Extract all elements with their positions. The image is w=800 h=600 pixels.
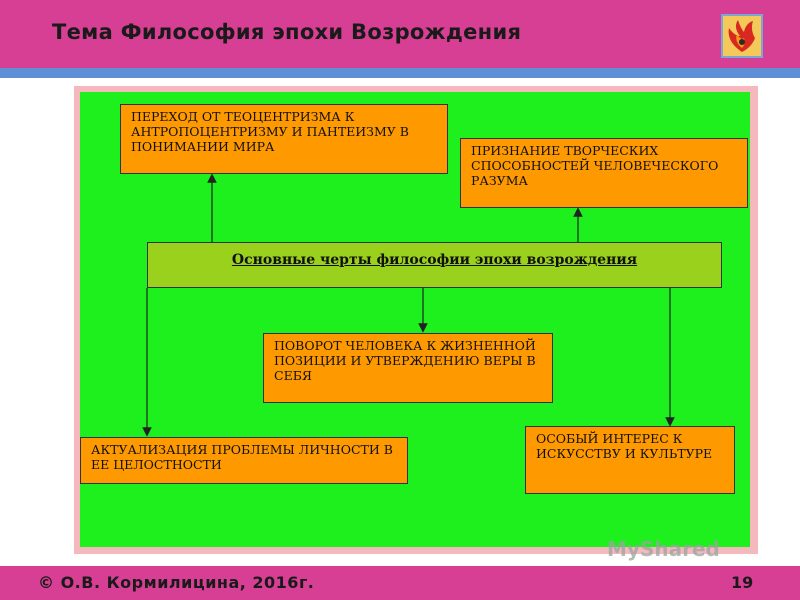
header-bar xyxy=(0,0,800,68)
central-box: Основные черты философии эпохи возрождения xyxy=(147,242,722,288)
box-top-right: ПРИЗНАНИЕ ТВОРЧЕСКИХ СПОСОБНОСТЕЙ ЧЕЛОВЕЧЕСКОГО РАЗУМА xyxy=(460,138,748,208)
copyright-text: © О.В. Кормилицина, 2016г. xyxy=(38,573,315,592)
box-bottom-left: АКТУАЛИЗАЦИЯ ПРОБЛЕМЫ ЛИЧНОСТИ В ЕЕ ЦЕЛОСТНОСТИ xyxy=(80,437,408,484)
page-title: Тема Философия эпохи Возрождения xyxy=(52,20,522,44)
box-top-left: ПЕРЕХОД ОТ ТЕОЦЕНТРИЗМА К АНТРОПОЦЕНТРИЗМУ И ПАНТЕИЗМУ В ПОНИМАНИИ МИРА xyxy=(120,104,448,174)
phoenix-logo-icon xyxy=(721,14,763,58)
header-stripe xyxy=(0,68,800,78)
box-bottom-right: ОСОБЫЙ ИНТЕРЕС К ИСКУССТВУ И КУЛЬТУРЕ xyxy=(525,426,735,494)
box-middle: ПОВОРОТ ЧЕЛОВЕКА К ЖИЗНЕННОЙ ПОЗИЦИИ И УТВЕРЖДЕНИЮ ВЕРЫ В СЕБЯ xyxy=(263,333,553,403)
footer-bar xyxy=(0,566,800,600)
diagram-panel xyxy=(80,92,750,547)
page-number: 19 xyxy=(731,573,754,592)
watermark: MyShared xyxy=(607,537,720,561)
